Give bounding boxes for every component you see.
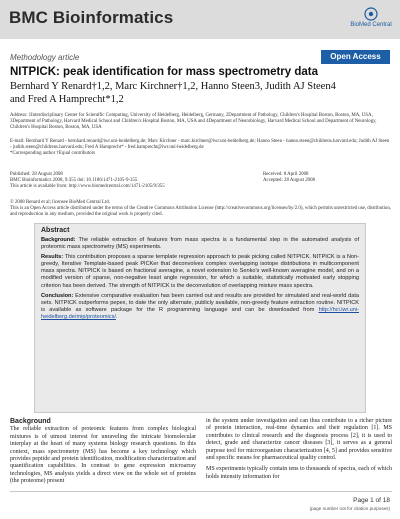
article-type: Methodology article: [10, 53, 80, 62]
conclusion-label: Conclusion:: [41, 292, 74, 299]
publisher-logo-text: BioMed Central: [350, 22, 392, 28]
published-date: Published: 28 August 2008: [10, 172, 63, 177]
software-link[interactable]: http://hci.iwr.uni-heidelberg.de/mip/proteomics/: [41, 306, 359, 320]
background-heading: Background: [10, 418, 51, 425]
conclusion-end: .: [115, 313, 118, 320]
results-text: This contribution proposes a sparse template regression approach to peak picking called NITPICK. NITPICK is a Non-greedy, Iterative Template-based peak PICKer that deconvolves complex overlapping isotope distributions in multicomponent mass spectra. NITPICK is based on fractional averagine, a novel extension to Senko's well-known averagine model, and on a modified version of sparse, non-negative least angle regression, for which a suitable, statistically motivated early stopping criterion has been derived. The strength of NITPICK is the deconvolution of overlapping mixture mass spectra.: [41, 254, 360, 289]
journal-header: [0, 0, 400, 39]
biomed-central-logo-icon: [364, 7, 378, 21]
license-text[interactable]: This is an Open Access article distributed under the terms of the Creative Commons Attribution License (http://creativecommons.org/licenses/by/2.0), which permits unrestricted use, distribution, and reproduction in any medium, provided the original work is properly cited.: [10, 206, 392, 218]
abstract-conclusion: [41, 293, 359, 321]
author-list: [10, 80, 395, 106]
body-paragraph: in the system under investigation and can thus contribute to a richer picture of protein interaction, real-time dynamics and their regulation [1]. MS contributes to clinical research and the diagnosis process [2], it is used to detect, grade and characterize cancer diseases [3], it serves as a general purpose tool for microorganism characterization [4, 5] and provides sensitive and specific means for pharmaceutical quality control.: [206, 418, 392, 462]
article-title: NITPICK: peak identification for mass spectrometry data: [10, 66, 319, 78]
citation: BMC Bioinformatics 2008, 9:355 doi: 10.1186/1471-2105-9-355: [10, 178, 138, 184]
body-paragraph: The reliable extraction of proteomic features from complex biological mixtures is of utmost interest for unraveling the intricate biomolecular interplay at the heart of many systems biology research questions. In this context, mass spectrometry (MS) has become a key technology which provides peptide and protein identification, modification characterization and quantification capabilities. In contrast to gene expression microarray technologies, MS analysis yields a direct view on the whole set of proteins (the proteome) present: [10, 426, 196, 485]
body-column-left: [10, 418, 196, 490]
publisher-logo[interactable]: [349, 7, 393, 33]
abstract-results: [41, 254, 359, 289]
review-dates: [263, 172, 393, 184]
results-label: Results:: [41, 254, 64, 261]
author-addresses: Address: 1Interdisciplinary Center for Scientific Computing, University of Heidelberg, Heidelberg, Germany, 2Department of Pathology, Children's Hospital Boston, Boston, MA, USA, 3Department of Pathology, Harvard Medical School and Children's Hospital Boston, MA, USA and 4Department of Neurobiology, Harvard Medical School and Department of Neurology, Children's Hospital Boston, Boston, MA, USA: [10, 113, 377, 131]
background-label: Background:: [41, 237, 76, 243]
accepted-date: Accepted: 28 August 2008: [263, 178, 316, 184]
abstract-background: [41, 237, 359, 251]
conclusion-text: Extensive comparative evaluation has been carried out and results are provided for simulated and real-world data sets. NITPICK outperforms pepex, to date the only alternate, publicly available, non-greedy feature extraction routine. NITPICK is available as software package for the R programming language and can be downloaded from: [41, 292, 360, 313]
open-access-badge: Open Access: [321, 50, 390, 64]
email-list[interactable]: E-mail: Bernhard Y Renard - bernhard.renard@iwr.uni-heidelberg.de; Marc Kirchner - marc.kirchner@iwr.uni-heidelberg.de; Hanno Steen - hanno.steen@childrens.harvard.edu; Judith AJ Steen - judith.steen@childrens.harvard.edu; Fred A Hamprecht* - fred.hamprecht@iwr.uni-heidelberg.de: [10, 139, 390, 151]
journal-title: BMC Bioinformatics: [9, 8, 174, 27]
page-number: Page 1 of 18: [353, 497, 390, 504]
author-emails: [10, 139, 392, 157]
license-block: [10, 200, 392, 218]
corresponding-note: *Corresponding author †Equal contributors: [10, 151, 96, 157]
publication-info: [10, 172, 210, 190]
body-paragraph: MS experiments typically contain tens to thousands of spectra, each of which holds intensity information for: [206, 466, 392, 480]
author-line-1: Bernhard Y Renard†1,2, Marc Kirchner†1,2, Hanno Steen3, Judith AJ Steen4: [10, 81, 336, 92]
abstract-heading: Abstract: [41, 227, 70, 234]
author-line-2: and Fred A Hamprecht*1,2: [10, 94, 124, 105]
page-footer: [0, 491, 400, 519]
received-date: Received: 8 April 2008: [263, 172, 309, 177]
background-text: The reliable extraction of features from mass spectra is a fundamental step in the automated analysis of proteomic mass spectrometry (MS) experiments.: [41, 237, 360, 251]
abstract-box: [34, 223, 366, 413]
body-column-right: [206, 418, 392, 485]
copyright: © 2008 Renard et al; licensee BioMed Central Ltd.: [10, 200, 111, 205]
article-url[interactable]: This article is available from: http://www.biomedcentral.com/1471-2105/9/355: [10, 184, 165, 190]
page-number-note: (page number not for citation purposes): [309, 506, 390, 511]
footer-divider: [10, 491, 392, 492]
